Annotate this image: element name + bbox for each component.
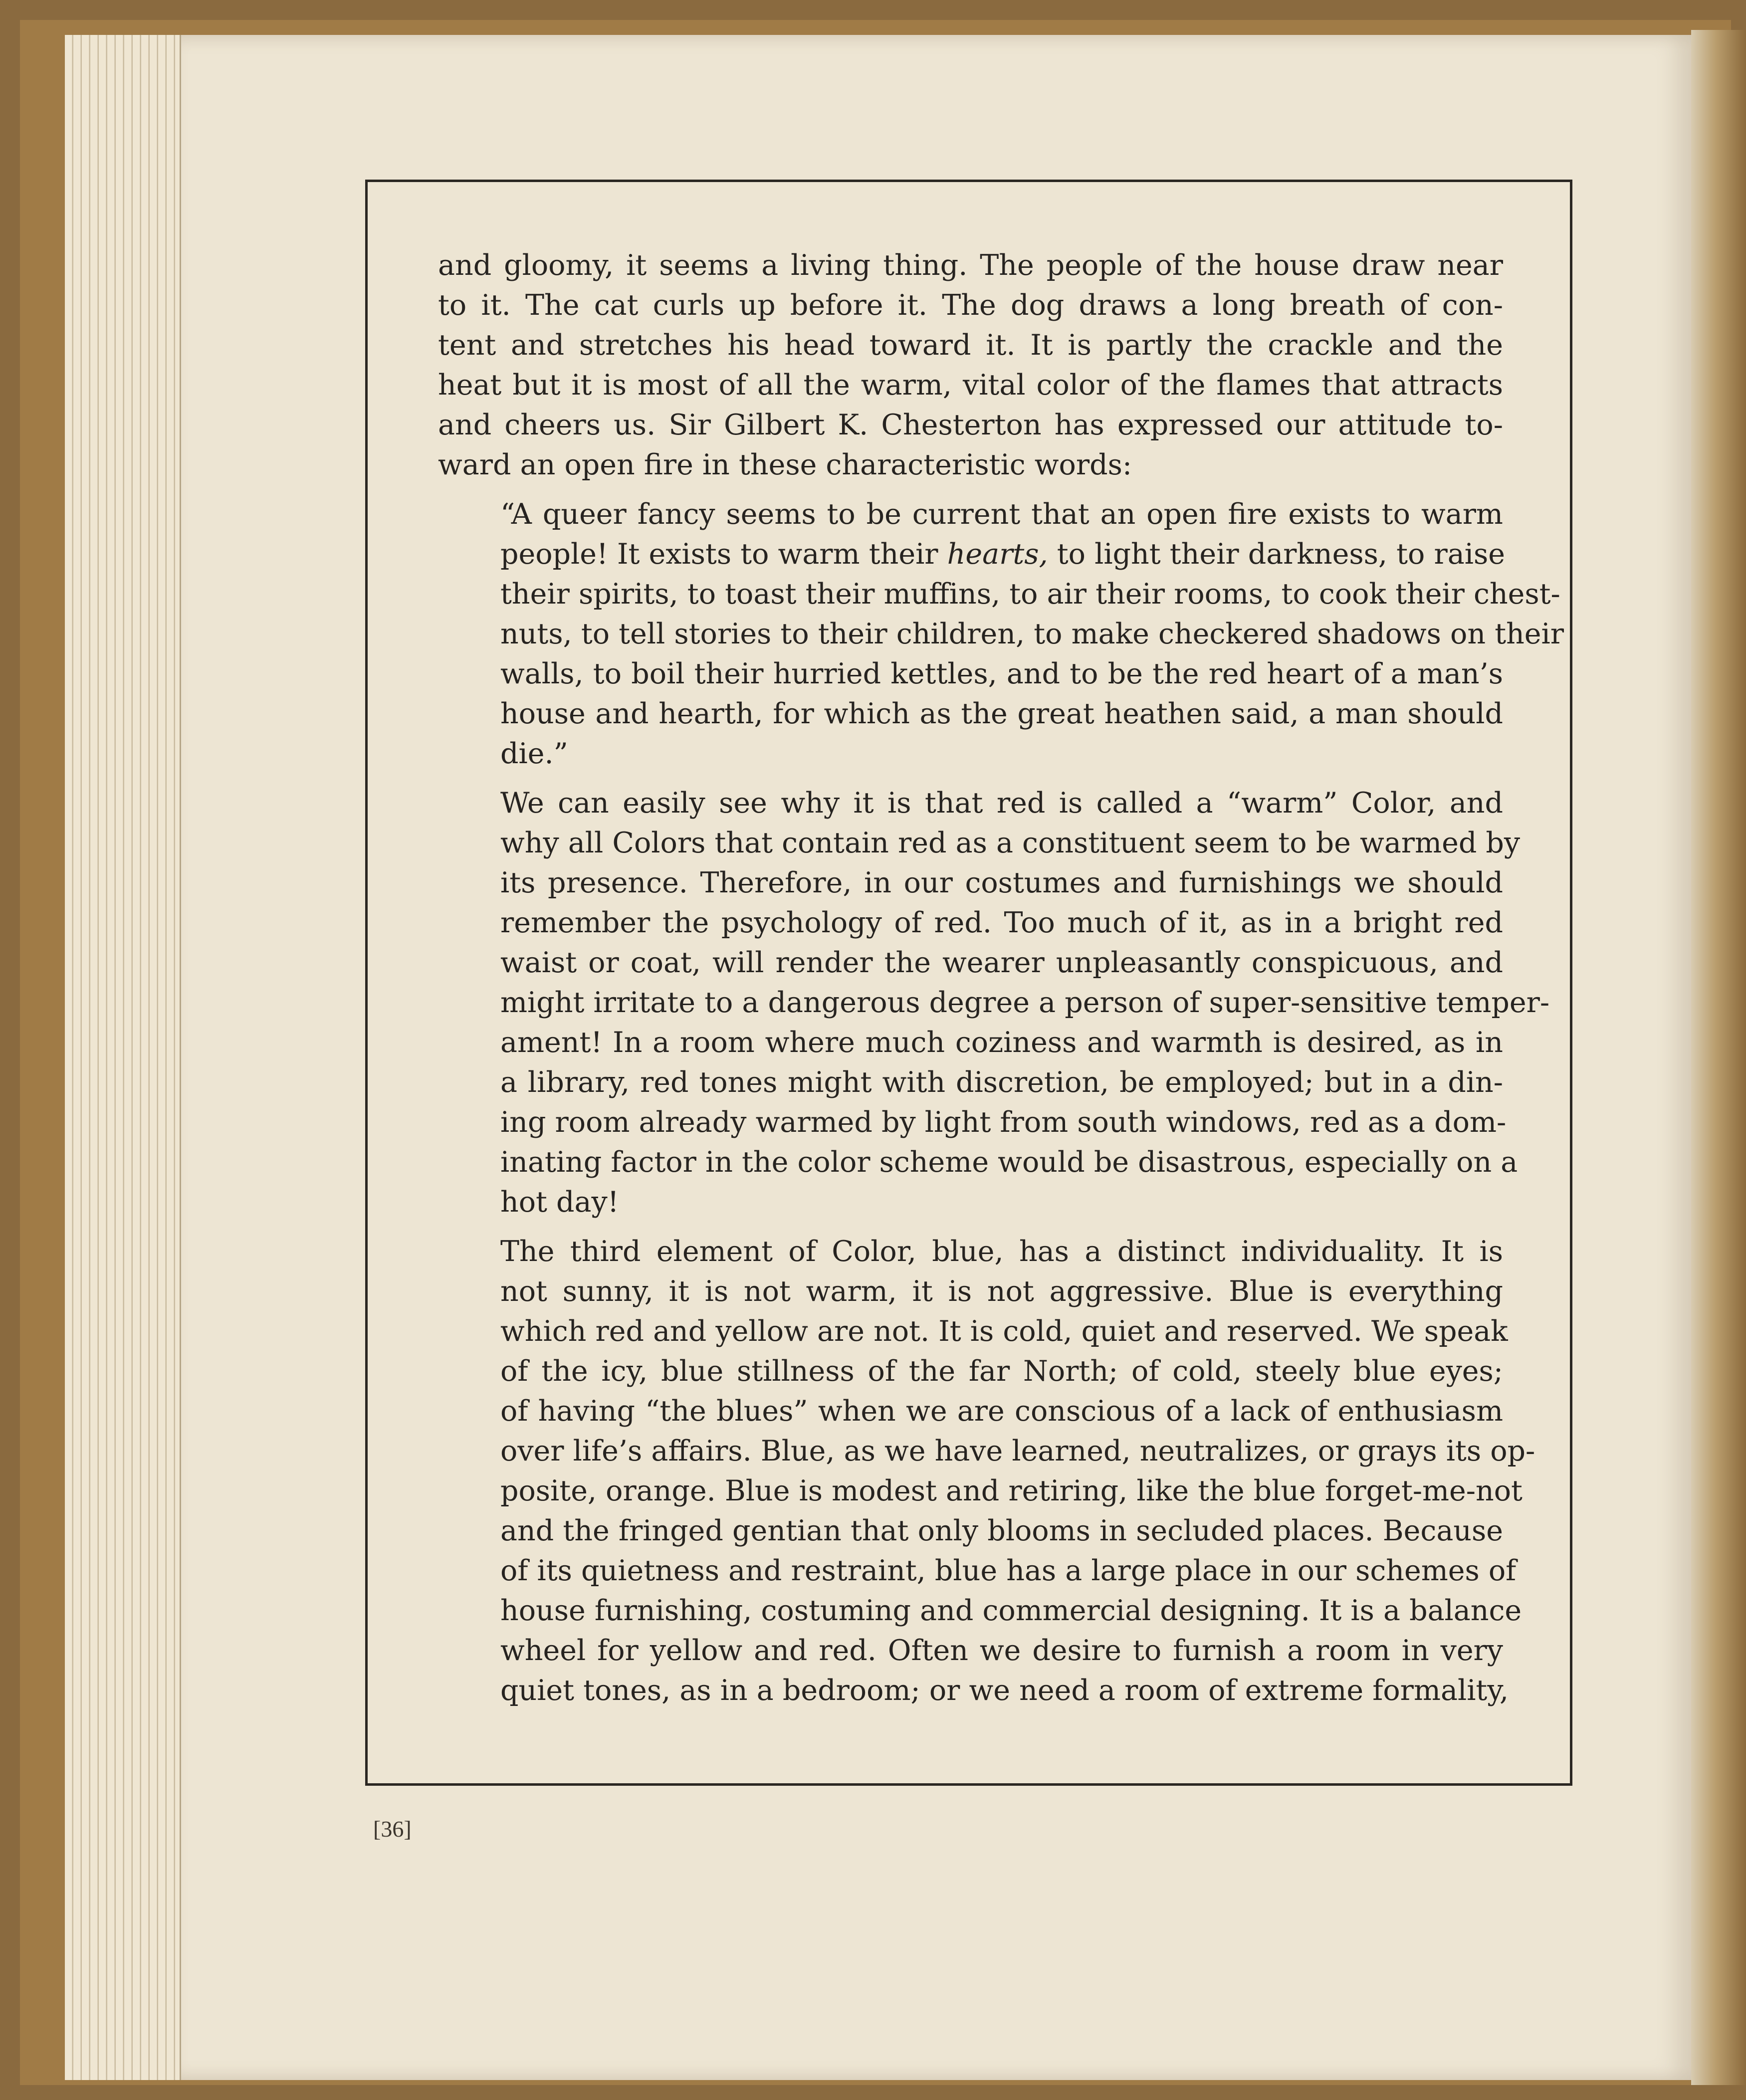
text-line: waist or coat, will render the wearer unpleasantly conspicuous, and	[500, 946, 1503, 979]
text-line: of the icy, blue stillness of the far North; of cold, steely blue eyes;	[500, 1355, 1503, 1388]
text-line: why all Colors that contain red as a constituent seem to be warmed by	[500, 827, 1521, 859]
body-text	[438, 245, 1564, 1720]
text-line: tent and stretches his head toward it. It is partly the crackle and the	[438, 329, 1503, 362]
text-line: over life’s affairs. Blue, as we have learned, neutralizes, or grays its op-	[500, 1435, 1535, 1468]
text-line: its presence. Therefore, in our costumes and furnishings we should	[500, 866, 1503, 899]
page-gutter	[1691, 30, 1746, 2085]
text-line: and the fringed gentian that only blooms in secluded places. Because	[500, 1514, 1503, 1547]
text-line: house and hearth, for which as the great heathen said, a man should	[500, 697, 1503, 730]
text-line: “A queer fancy seems to be current that an open fire exists to warm	[500, 498, 1503, 531]
text-line: to it. The cat curls up before it. The dog draws a long breath of con-	[438, 289, 1503, 322]
paragraph	[438, 783, 1550, 1222]
paragraph	[438, 1232, 1535, 1710]
text-line: of its quietness and restraint, blue has a large place in our schemes of	[500, 1554, 1517, 1587]
text-line: ing room already warmed by light from south windows, red as a dom-	[500, 1106, 1507, 1139]
paragraph	[438, 494, 1564, 774]
text-line: people! It exists to warm their hearts, to light their darkness, to raise	[500, 538, 1505, 571]
text-line: a library, red tones might with discretion, be employed; but in a din-	[500, 1066, 1503, 1099]
page-edges	[65, 35, 181, 2080]
text-line: nuts, to tell stories to their children, to make checkered shadows on their	[500, 618, 1564, 650]
text-line: posite, orange. Blue is modest and retiring, like the blue forget-me-not	[500, 1474, 1523, 1507]
text-line: ament! In a room where much coziness and warmth is desired, as in	[500, 1026, 1503, 1059]
text-line: their spirits, to toast their muffins, to air their rooms, to cook their chest-	[500, 578, 1560, 611]
text-line: ward an open fire in these characteristic words:	[438, 448, 1132, 481]
text-line: might irritate to a dangerous degree a person of super-sensitive temper-	[500, 986, 1550, 1019]
paragraph	[438, 245, 1503, 485]
text-line: and gloomy, it seems a living thing. The people of the house draw near	[438, 249, 1503, 282]
text-line: We can easily see why it is that red is called a “warm” Color, and	[500, 787, 1503, 820]
text-line: of having “the blues” when we are conscious of a lack of enthusiasm	[500, 1395, 1503, 1428]
text-line: inating factor in the color scheme would be disastrous, especially on a	[500, 1146, 1518, 1179]
text-line: The third element of Color, blue, has a distinct individuality. It is	[500, 1235, 1503, 1268]
text-line: heat but it is most of all the warm, vital color of the flames that attracts	[438, 369, 1503, 402]
text-line: quiet tones, as in a bedroom; or we need a room of extreme formality,	[500, 1674, 1509, 1707]
text-line: hot day!	[500, 1186, 619, 1219]
text-line: and cheers us. Sir Gilbert K. Chesterton has expressed our attitude to-	[438, 409, 1503, 441]
text-line: house furnishing, costuming and commercial designing. It is a balance	[500, 1594, 1522, 1627]
text-line: die.”	[500, 737, 568, 770]
text-line: walls, to boil their hurried kettles, and to be the red heart of a man’s	[500, 657, 1503, 690]
page-number: [36]	[373, 1816, 412, 1842]
text-line: remember the psychology of red. Too much of it, as in a bright red	[500, 906, 1503, 939]
text-line: wheel for yellow and red. Often we desire to furnish a room in very	[500, 1634, 1503, 1667]
text-line: not sunny, it is not warm, it is not aggressive. Blue is everything	[500, 1275, 1503, 1308]
text-line: which red and yellow are not. It is cold, quiet and reserved. We speak	[500, 1315, 1508, 1348]
